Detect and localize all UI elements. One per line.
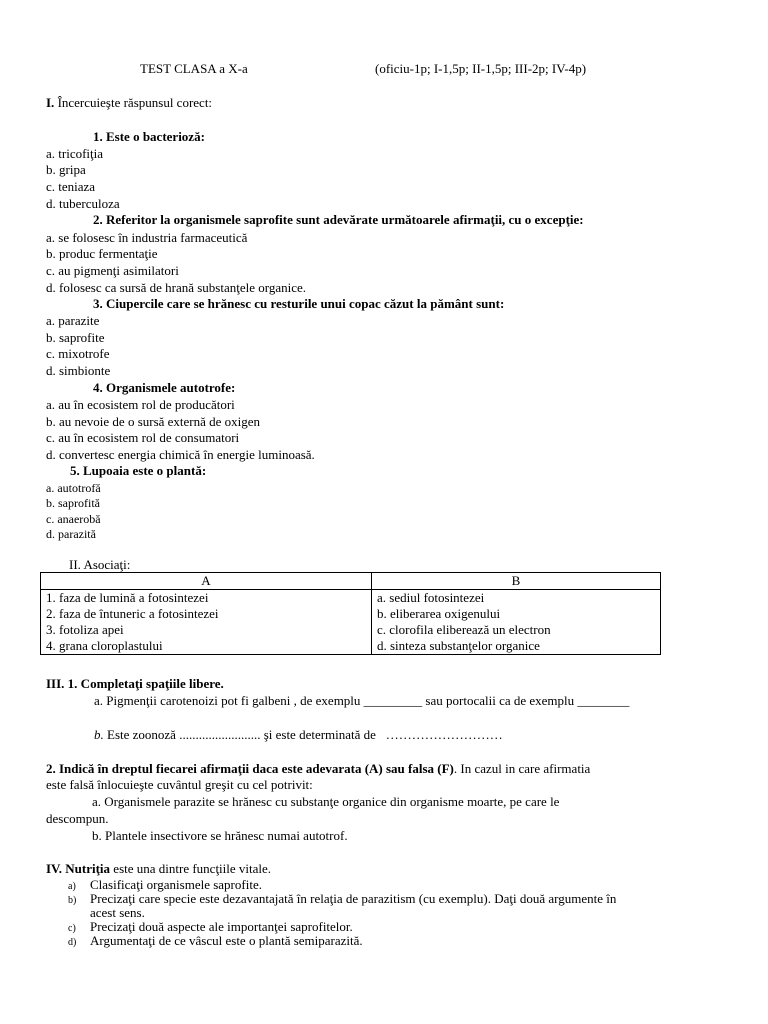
q2-instruction-line2: este falsă înlocuieşte cuvântul greşit cu cel potrivit: xyxy=(46,777,313,792)
table-header-row xyxy=(41,573,661,590)
q3-option-a: a. parazite xyxy=(46,313,100,328)
table-cell-a: 2. faza de întuneric a fotosintezei xyxy=(41,606,372,622)
section4-title-rest: este una dintre funcţiile vitale. xyxy=(110,861,272,876)
table-cell-b: d. sinteza substanţelor organice xyxy=(372,638,661,655)
q2-option-a: a. se folosesc în industria farmaceutică xyxy=(46,230,248,245)
q5-option-a: a. autotrofă xyxy=(46,481,101,495)
list-item xyxy=(68,891,616,910)
table-cell-a: 4. grana cloroplastului xyxy=(41,638,372,655)
column-a-header: A xyxy=(41,573,372,590)
q2-statement-b: b. Plantele insectivore se hrănesc numai autotrof. xyxy=(92,828,348,843)
list-item-continuation: acest sens. xyxy=(90,905,145,920)
q5-option-b: b. saprofită xyxy=(46,496,100,510)
q5-option-c: c. anaerobă xyxy=(46,512,101,526)
q1-option-c: c. teniaza xyxy=(46,179,96,194)
question-2: 2. Referitor la organismele saprofite sunt adevărate următoarele afirmaţii, cu o excepţie: xyxy=(93,212,584,227)
q2-bold-instruction: 2. Indică în dreptul fiecarei afirmaţii daca este adevarata (A) sau falsa (F) xyxy=(46,761,454,776)
section1-instruction: Încercuieşte răspunsul corect: xyxy=(57,95,213,110)
item-b-text: Este zoonoză ......................... şi este determinată de xyxy=(107,727,376,742)
list-item-text: Argumentaţi de ce vâscul este o plantă semiparazită. xyxy=(90,933,363,948)
section3-item-a: a. Pigmenţii carotenoizi pot fi galbeni , de exemplu _________ sau portocalii ca de exemplu ________ xyxy=(94,693,630,708)
q2-statement-a-cont: descompun. xyxy=(46,811,109,826)
q2-statement-a: a. Organismele parazite se hrănesc cu substanţe organice din organisme moarte, pe care le xyxy=(92,794,560,809)
scoring-info: (oficiu-1p; I-1,5p; II-1,5p; III-2p; IV-4p) xyxy=(375,61,587,76)
q2-instruction-rest: . In cazul in care afirmatia xyxy=(453,761,591,776)
question-1: 1. Este o bacterioză: xyxy=(93,129,205,144)
q2-option-c: c. au pigmenţi asimilatori xyxy=(46,263,179,278)
q4-option-b: b. au nevoie de o sursă externă de oxigen xyxy=(46,414,261,429)
q3-option-d: d. simbionte xyxy=(46,363,111,378)
section4-title: IV. Nutriţia xyxy=(46,861,111,876)
q4-option-d: d. convertesc energia chimică în energie luminoasă. xyxy=(46,447,315,462)
section3-title: III. 1. Completaţi spaţiile libere. xyxy=(46,676,224,691)
q1-option-b: b. gripa xyxy=(46,162,86,177)
section2-title: II. Asociaţi: xyxy=(69,557,131,572)
association-table xyxy=(40,572,661,655)
list-item xyxy=(68,933,363,952)
table-row xyxy=(41,622,661,638)
question-3: 3. Ciupercile care se hrănesc cu resturile unui copac căzut la pământ sunt: xyxy=(93,296,505,311)
q2-option-b: b. produc fermentaţie xyxy=(46,246,158,261)
list-marker: d) xyxy=(68,937,77,948)
table-row xyxy=(41,590,661,607)
list-item-text: Precizaţi care specie este dezavantajată în relaţia de parazitism (cu exemplu). Daţi două argumente în xyxy=(90,891,617,906)
section3-item-b xyxy=(94,727,503,744)
question-5: 5. Lupoaia este o plantă: xyxy=(70,463,207,478)
q5-option-d: d. parazită xyxy=(46,527,96,541)
table-row xyxy=(41,606,661,622)
list-marker: c) xyxy=(68,923,76,934)
item-b-label: b. xyxy=(94,727,104,742)
list-marker: a) xyxy=(68,881,76,892)
q3-option-c: c. mixotrofe xyxy=(46,346,110,361)
table-cell-b: a. sediul fotosintezei xyxy=(372,590,661,607)
list-marker: b) xyxy=(68,895,77,906)
table-row xyxy=(41,638,661,655)
table-cell-b: b. eliberarea oxigenului xyxy=(372,606,661,622)
q1-option-d: d. tuberculoza xyxy=(46,196,120,211)
q1-option-a: a. tricofiţia xyxy=(46,146,104,161)
list-item-text: Precizaţi două aspecte ale importanţei saprofitelor. xyxy=(90,919,353,934)
q2-option-d: d. folosesc ca sursă de hrană substanţele organice. xyxy=(46,280,307,295)
section3-question-2 xyxy=(46,761,590,778)
list-item-text: Clasificaţi organismele saprofite. xyxy=(90,877,262,892)
section4-heading xyxy=(46,861,271,878)
q3-option-b: b. saprofite xyxy=(46,330,105,345)
question-4: 4. Organismele autotrofe: xyxy=(93,380,236,395)
item-b-dots: ……………………… xyxy=(385,727,503,742)
column-b-header: B xyxy=(372,573,661,590)
table-cell-b: c. clorofila eliberează un electron xyxy=(372,622,661,638)
section1-number: I. xyxy=(46,95,55,110)
section1-heading xyxy=(46,95,212,112)
table-cell-a: 1. faza de lumină a fotosintezei xyxy=(41,590,372,607)
q4-option-c: c. au în ecosistem rol de consumatori xyxy=(46,430,240,445)
test-title: TEST CLASA a X-a xyxy=(140,61,248,76)
q4-option-a: a. au în ecosistem rol de producători xyxy=(46,397,235,412)
table-cell-a: 3. fotoliza apei xyxy=(41,622,372,638)
